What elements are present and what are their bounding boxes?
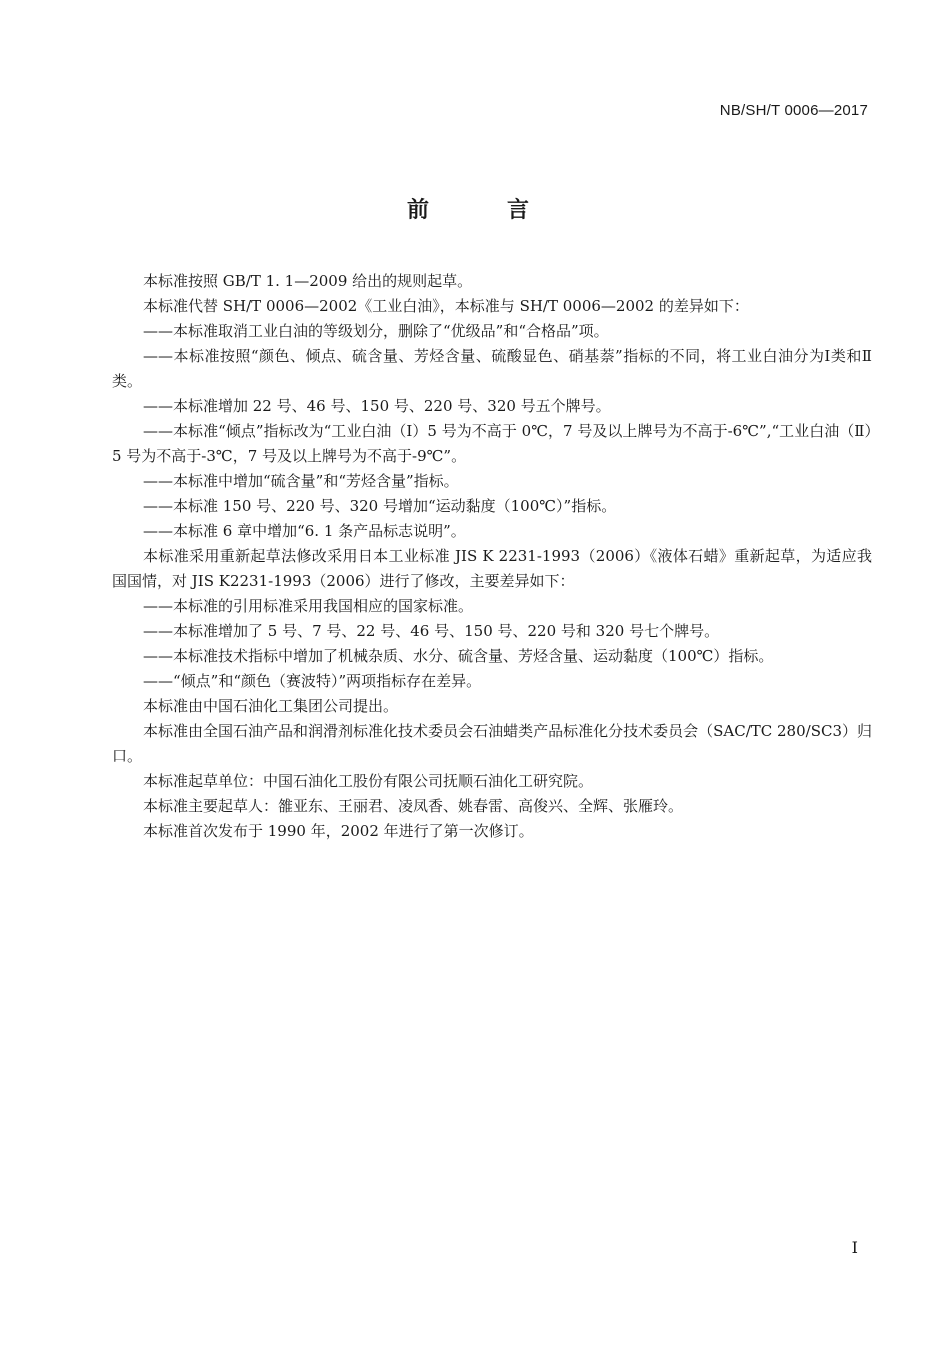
list-item: ——本标准 6 章中增加“6. 1 条产品标志说明”。	[143, 522, 466, 540]
list-item: ——本标准增加了 5 号、7 号、22 号、46 号、150 号、220 号和 320 号七个牌号。	[143, 622, 720, 640]
paragraph: 本标准起草单位：中国石油化工股份有限公司抚顺石油化工研究院。	[143, 772, 594, 790]
list-item: ——本标准 150 号、220 号、320 号增加“运动黏度（100℃）”指标。	[143, 497, 617, 515]
list-item: ——本标准中增加“硫含量”和“芳烃含量”指标。	[143, 472, 459, 490]
paragraph: 本标准主要起草人：雒亚东、王丽君、凌凤香、姚春雷、高俊兴、全辉、张雁玲。	[143, 797, 684, 815]
paragraph: 本标准由全国石油产品和润滑剂标准化技术委员会石油蜡类产品标准化分技术委员会（SAC/TC 280/SC3）归口。	[112, 722, 872, 765]
foreword-body	[112, 269, 872, 844]
paragraph: 本标准采用重新起草法修改采用日本工业标准 JIS K 2231-1993（2006）《液体石蜡》重新起草，为适应我国国情，对 JIS K2231-1993（2006）进行了修改，主要差异如下：	[112, 547, 872, 590]
list-item: ——本标准“倾点”指标改为“工业白油（Ⅰ）5 号为不高于 0℃，7 号及以上牌号为不高于-6℃”,“工业白油（Ⅱ）5 号为不高于-3℃，7 号及以上牌号为不高于-9℃”。	[112, 422, 872, 465]
list-item: ——本标准按照“颜色、倾点、硫含量、芳烃含量、硫酸显色、硝基萘”指标的不同，将工业白油分为Ⅰ类和Ⅱ类。	[112, 347, 872, 390]
standard-code: NB/SH/T 0006—2017	[719, 102, 868, 119]
list-item: ——本标准技术指标中增加了机械杂质、水分、硫含量、芳烃含量、运动黏度（100℃）指标。	[143, 647, 774, 665]
list-item: ——“倾点”和“颜色（赛波特）”两项指标存在差异。	[143, 672, 482, 690]
list-item: ——本标准的引用标准采用我国相应的国家标准。	[143, 597, 474, 615]
paragraph: 本标准代替 SH/T 0006—2002《工业白油》，本标准与 SH/T 0006—2002 的差异如下：	[143, 297, 749, 315]
paragraph: 本标准按照 GB/T 1. 1—2009 给出的规则起草。	[143, 272, 473, 290]
list-item: ——本标准取消工业白油的等级划分，删除了“优级品”和“合格品”项。	[143, 322, 609, 340]
paragraph: 本标准首次发布于 1990 年，2002 年进行了第一次修订。	[143, 822, 534, 840]
list-item: ——本标准增加 22 号、46 号、150 号、220 号、320 号五个牌号。	[143, 397, 611, 415]
page-number: I	[851, 1238, 858, 1257]
paragraph: 本标准由中国石油化工集团公司提出。	[143, 697, 399, 715]
page-title: 前 言	[406, 198, 557, 223]
